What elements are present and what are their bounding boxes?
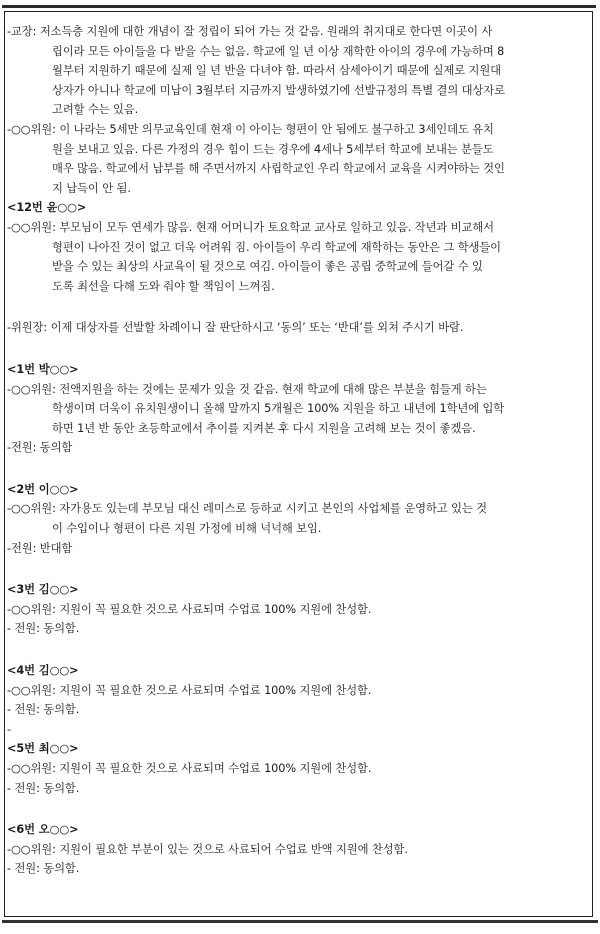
committee-member-statement: -○○위원: 지원이 꼭 필요한 것으로 사료되며 수업료 100% 지원에 찬성함. [7, 762, 372, 775]
bottom-rule [2, 920, 598, 923]
candidate-heading: <5번 최○○> [7, 742, 79, 756]
speaker-label: -○○위원: [7, 382, 56, 396]
speaker-label: -○○위원: [7, 602, 56, 616]
committee-member-statement: -○○위원: 전액지원을 하는 것에는 문제가 있을 것 같음. 현재 학교에 대해 많은 부분을 힘들게 하는 학생이며 더욱이 유치원생이니 올해 말까지 5개월은 100% 지원을 하고 내년에 1학년에 입학 하면 1년 반 동안 초등학교에서 추이를 지켜본 후 다시 지원을 고려해 보는 것이 좋겠음. [7, 382, 505, 435]
speaker-label: -○○위원: [7, 220, 56, 234]
candidate-heading: <6번 오○○> [7, 823, 79, 837]
meeting-minutes [7, 22, 585, 879]
principal-statement: -교장: 저소득층 지원에 대한 개념이 잘 정립이 되어 가는 것 같음. 원래의 취지대로 한다면 이곳이 사 립이라 모든 아이들을 다 받을 수는 없음. 학교에 일 년 이상 재학한 아이의 경우에 가능하며 8 월부터 지원하기 때문에 실제 일 년 반을 다녀야 함. 따라서 삼세아이기 때문에 실제로 지원대 상자가 아니나 학교에 미납이 3월부터 지금까지 발생하였기에 선발규정의 특별 결의 대상자로 고려할 수는 있음. [7, 25, 505, 117]
spacer [7, 338, 585, 360]
committee-member-statement: -○○위원: 부모님이 모두 연세가 많음. 현재 어머니가 토요학교 교사로 일하고 있음. 작년과 비교해서 형편이 나아진 것이 없고 더욱 어려워 짐. 아이들이 우리 학교에 재학하는 동안은 그 학생들이 받을 수 있는 최상의 사교육이 될 것으로 여김. 아이들이 좋은 공립 중학교에 들어갈 수 있 도록 최선을 다해 도와 줘야 할 책임이 느껴짐. [7, 220, 501, 293]
committee-member-statement: -○○위원: 지원이 꼭 필요한 것으로 사료되며 수업료 100% 지원에 찬성함. [7, 683, 372, 697]
spacer [7, 296, 585, 318]
speaker-label: -○○위원: [7, 842, 56, 856]
vote-result: - 전원: 동의함. [7, 862, 80, 876]
vote-result: - 전원: 동의함. [7, 703, 80, 717]
speaker-label: -○○위원: [7, 502, 56, 516]
candidate-heading: <1번 박○○> [7, 362, 79, 376]
spacer [7, 558, 585, 580]
candidate-heading: <4번 김○○> [7, 664, 79, 678]
spacer [7, 798, 585, 820]
stray-dash: - [7, 722, 11, 736]
committee-member-statement: -○○위원: 지원이 꼭 필요한 것으로 사료되며 수업료 100% 지원에 찬성함. [7, 602, 372, 616]
vote-result: - 전원: 동의함. [7, 781, 80, 795]
candidate-heading: <12번 윤○○> [7, 201, 87, 215]
top-rule [2, 5, 596, 8]
speaker-label: -위원장: [7, 321, 48, 335]
committee-member-statement: -○○위원: 이 나라는 5세만 의무교육인데 현재 이 아이는 형편이 안 됨에도 불구하고 3세인데도 유치 원을 보내고 있음. 다른 가정의 경우 힘이 드는 경우에 4세나 5세부터 학교에 보내는 분들도 매우 많음. 학교에서 납부를 해 주면서까지 사립학교인 우리 학교에서 교육을 시켜야하는 것인 지 납득이 안 됨. [7, 122, 505, 195]
spacer [7, 639, 585, 661]
committee-member-statement: -○○위원: 자가용도 있는데 부모님 대신 레미스로 등하교 시키고 본인의 사업체를 운영하고 있는 것 이 수입이나 형편이 다른 지원 가정에 비해 넉넉해 보임. [7, 502, 487, 536]
speaker-label: -○○위원: [7, 762, 56, 775]
speaker-label: -○○위원: [7, 683, 56, 697]
vote-result: - 전원: 동의함. [7, 622, 80, 636]
candidate-heading: <2번 이○○> [7, 482, 79, 496]
spacer [7, 458, 585, 480]
speaker-label: -○○위원: [7, 122, 56, 136]
vote-result: -전원: 반대함 [7, 541, 73, 555]
committee-member-statement: -○○위원: 지원이 필요한 부분이 있는 것으로 사료되어 수업료 반액 지원에 찬성함. [7, 842, 408, 856]
vote-result: -전원: 동의함 [7, 441, 73, 455]
speaker-label: -교장: [7, 25, 37, 38]
candidate-heading: <3번 김○○> [7, 583, 79, 597]
chairperson-statement: -위원장: 이제 대상자를 선발할 차례이니 잘 판단하시고 ‘동의’ 또는 ‘반대’를 외쳐 주시기 바람. [7, 321, 464, 335]
